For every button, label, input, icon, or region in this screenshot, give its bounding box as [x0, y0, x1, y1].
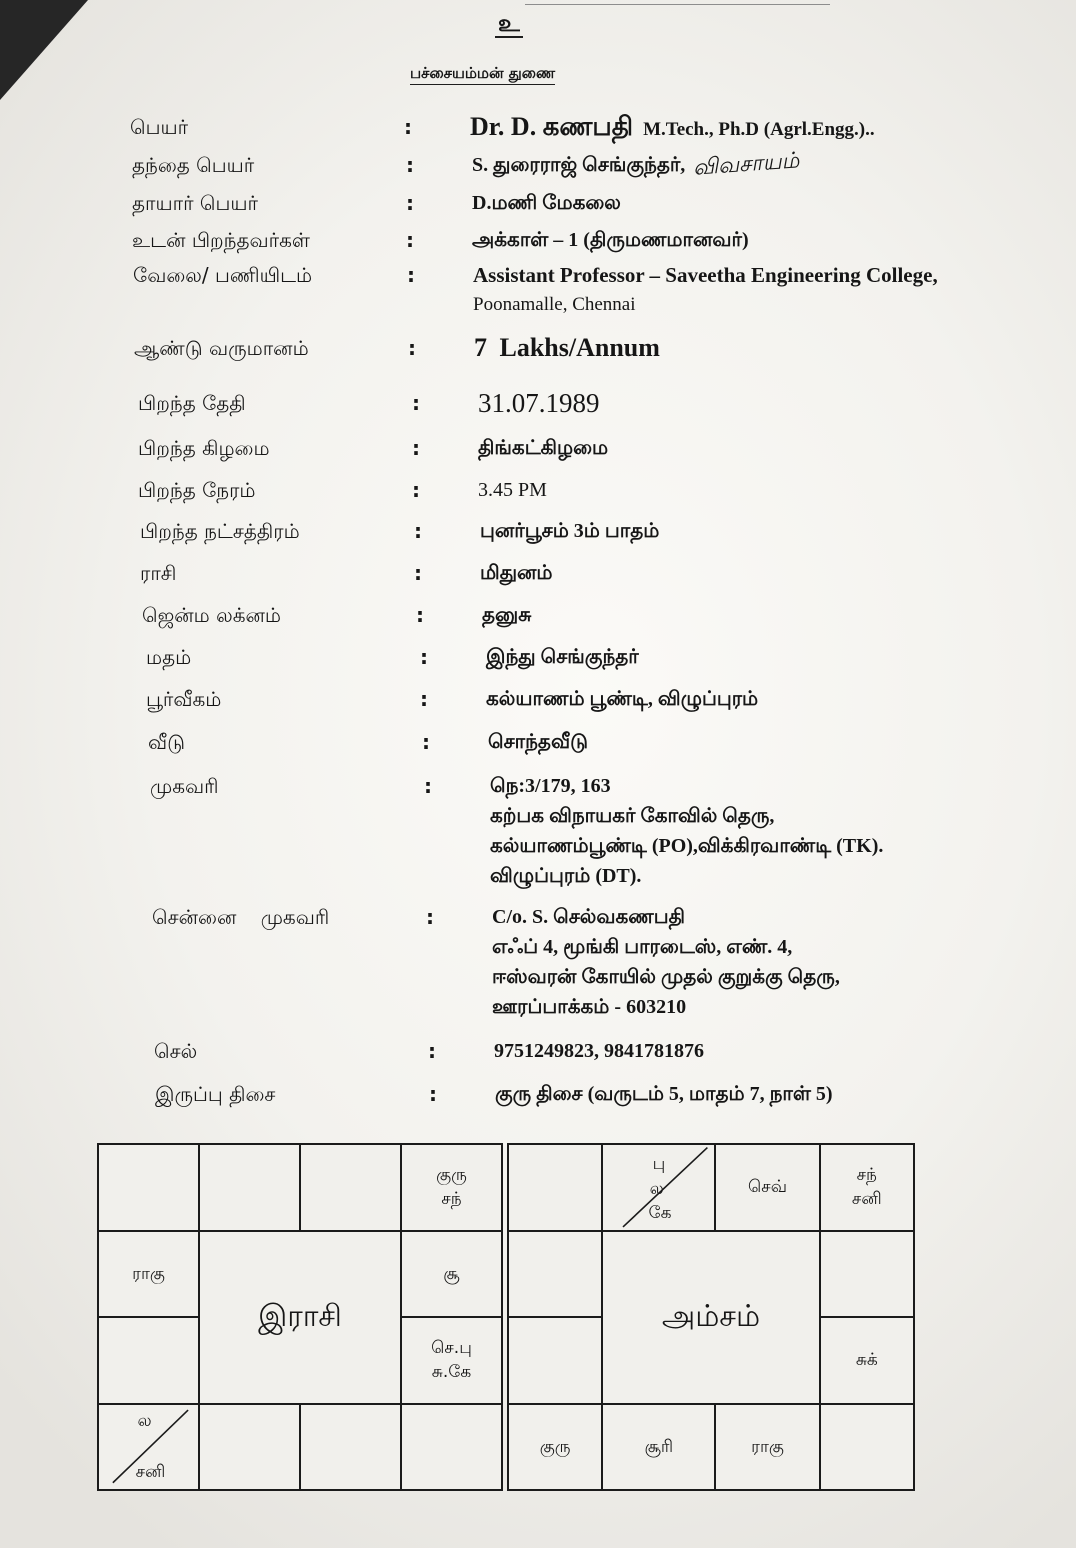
colon-separator: : [414, 519, 422, 543]
address-line: C/o. S. செல்வகணபதி [492, 906, 686, 928]
amsam-house-kumbam [509, 1232, 601, 1317]
address-line: நெ:3/179, 163 [490, 775, 611, 797]
birth-date-row [8, 388, 1048, 418]
planet-label: செ.பு [431, 1338, 472, 1359]
father-name-row [2, 150, 1042, 180]
dasa-balance-row [25, 1079, 1065, 1109]
field-label: இருப்பு திசை [155, 1082, 276, 1106]
address-line: கல்யாணம்பூண்டி (PO),விக்கிரவாண்டி (TK). [490, 835, 884, 857]
amsam-house-kanni [821, 1405, 913, 1490]
colon-separator: : [408, 336, 416, 360]
colon-separator: : [426, 905, 434, 929]
colon-separator: : [422, 730, 430, 754]
colon-separator: : [404, 115, 412, 139]
chart-title-text: இராசி [258, 1299, 342, 1334]
paper-edge [525, 4, 830, 5]
field-label: ஜென்ம லக்னம் [142, 603, 281, 627]
address-line: ஈஸ்வரன் கோயில் முதல் குறுக்கு தெரு, [492, 966, 840, 988]
address-value [490, 771, 883, 891]
colon-separator: : [412, 478, 420, 502]
field-label: பிறந்த கிழமை [138, 436, 270, 460]
amsam-house-mithunam [821, 1145, 913, 1230]
colon-separator: : [416, 603, 424, 627]
name-text: Dr. D. கணபதி [470, 112, 634, 141]
field-label: பிறந்த நட்சத்திரம் [140, 519, 300, 543]
colon-separator: : [406, 153, 414, 177]
amsam-house-mesham [603, 1145, 714, 1230]
house-value: சொந்தவீடு [488, 731, 588, 753]
birth-time-row [8, 475, 1048, 505]
planet-label: கே [648, 1202, 672, 1223]
field-label: வேலை/ பணியிடம் [133, 263, 313, 287]
rasi-house-katakam [402, 1232, 501, 1317]
birth-time-value: 3.45 PM [478, 479, 547, 501]
chennai-address-value [492, 902, 840, 1022]
field-label: சென்னை முகவரி [152, 905, 330, 929]
planet-label: சூரி [644, 1436, 674, 1457]
rasi-house-thulam [301, 1405, 400, 1490]
mother-name-value: D.மணி மேகலை [472, 192, 621, 214]
birth-star-value: புனர்பூசம் 3ம் பாதம் [480, 520, 660, 542]
amsam-house-makaram [509, 1318, 601, 1403]
mobile-value: 9751249823, 9841781876 [494, 1040, 704, 1062]
rasi-value: மிதுனம் [480, 562, 553, 584]
father-name-value [472, 150, 800, 180]
rasi-house-kumbam [99, 1232, 198, 1317]
birth-day-value: திங்கட்கிழமை [478, 437, 609, 459]
invocation-heading: பச்சையம்மன் துணை [410, 62, 555, 85]
religion-value: இந்து செங்குந்தர் [486, 646, 639, 668]
rasi-house-mithunam [402, 1145, 501, 1230]
rasi-house-viruchigam [200, 1405, 299, 1490]
colon-separator: : [428, 1039, 436, 1063]
colon-separator: : [414, 561, 422, 585]
colon-separator: : [420, 687, 428, 711]
siblings-row [2, 225, 1042, 255]
father-name-text: S. துரைராஜ் செங்குந்தர், [472, 154, 686, 176]
siblings-value: அக்காள் – 1 (திருமணமானவர்) [472, 229, 749, 251]
colon-separator: : [420, 645, 428, 669]
field-label: முகவரி [150, 774, 219, 798]
planet-label: சு.கே [431, 1362, 472, 1383]
field-label: உடன் பிறந்தவர்கள் [132, 228, 310, 252]
qualification-text: M.Tech., Ph.D (Agrl.Engg.).. [643, 119, 875, 140]
planet-label: சுக் [855, 1350, 878, 1371]
religion-row [16, 642, 1056, 672]
rasi-house-simham [402, 1318, 501, 1403]
pillaiyar-suzhi-symbol: உ [495, 10, 523, 38]
dasa-balance-value: குரு திசை (வருடம் 5, மாதம் 7, நாள் 5) [495, 1083, 833, 1105]
rasi-row [10, 558, 1050, 588]
address-line: எஃப் 4, மூங்கி பாரடைஸ், எண். 4, [492, 936, 793, 958]
colon-separator: : [406, 228, 414, 252]
planet-label: சனி [851, 1189, 882, 1210]
amsam-house-rishabam [716, 1145, 818, 1230]
annual-income-value: 7 Lakhs/Annum [474, 333, 660, 362]
amsam-house-dhanusu [509, 1405, 601, 1490]
field-label: மதம் [146, 645, 192, 669]
amsam-house-thulam [716, 1405, 818, 1490]
planet-label: ராகு [132, 1263, 165, 1284]
lagnam-value: தனுசு [482, 604, 532, 626]
colon-separator: : [412, 436, 420, 460]
planet-label: ல [649, 1178, 664, 1199]
handwritten-occupation-note: விவசாயம் [692, 148, 801, 181]
field-label: செல் [154, 1039, 198, 1063]
native-place-value: கல்யாணம் பூண்டி, விழுப்புரம் [486, 688, 759, 710]
field-label: வீடு [148, 730, 185, 754]
rasi-chart [97, 1143, 503, 1491]
amsam-house-viruchigam [603, 1405, 714, 1490]
rasi-chart-title [200, 1232, 400, 1403]
address-row [20, 771, 1060, 887]
occupation-row [3, 260, 1043, 315]
field-label: தாயார் பெயர் [132, 191, 258, 215]
field-label: பிறந்த தேதி [138, 391, 246, 415]
colon-separator: : [429, 1082, 437, 1106]
planet-label: சூ [443, 1263, 460, 1284]
annual-income-row [4, 333, 1044, 363]
rasi-house-meenam [99, 1145, 198, 1230]
field-label: ஆண்டு வருமானம் [134, 336, 309, 360]
field-label: தந்தை பெயர் [132, 153, 255, 177]
colon-separator: : [407, 263, 415, 287]
birth-date-value: 31.07.1989 [478, 388, 600, 418]
planet-label: சனி [135, 1462, 166, 1483]
name-row [0, 112, 1040, 142]
amsam-house-meenam [509, 1145, 601, 1230]
birth-day-row [8, 433, 1048, 463]
rasi-house-dhanusu [99, 1405, 198, 1490]
amsam-house-katakam [821, 1232, 913, 1317]
field-label: பூர்வீகம் [146, 687, 222, 711]
colon-separator: : [424, 774, 432, 798]
mobile-row [24, 1036, 1064, 1066]
amsam-chart [507, 1143, 915, 1491]
occupation-line: Poonamalle, Chennai [473, 294, 636, 315]
native-place-row [16, 684, 1056, 714]
planet-label: செவ் [748, 1177, 787, 1198]
chart-title-text: அம்சம் [661, 1299, 761, 1334]
address-line: ஊரப்பாக்கம் - 603210 [492, 996, 687, 1018]
planet-label: பு [652, 1153, 666, 1174]
field-label: ராசி [140, 561, 177, 585]
occupation-line: Assistant Professor – Saveetha Engineering College, [473, 263, 938, 287]
mother-name-row [2, 188, 1042, 218]
planet-label: சந் [441, 1189, 462, 1210]
house-row [18, 727, 1058, 757]
field-label: பெயர் [130, 115, 189, 139]
address-line: விழுப்புரம் (DT). [490, 865, 642, 887]
planet-label: ராகு [751, 1436, 784, 1457]
address-line: கற்பக விநாயகர் கோவில் தெரு, [490, 805, 775, 827]
planet-label: சந் [856, 1165, 877, 1186]
planet-label: குரு [539, 1436, 571, 1457]
planet-label: குரு [436, 1165, 467, 1186]
birth-star-row [10, 516, 1050, 546]
rasi-house-mesham [200, 1145, 299, 1230]
occupation-value [473, 260, 938, 320]
planet-label: ல [137, 1411, 152, 1432]
colon-separator: : [406, 191, 414, 215]
name-value [470, 112, 875, 145]
rasi-house-kanni [402, 1405, 501, 1490]
colon-separator: : [412, 391, 420, 415]
amsam-house-simham [821, 1318, 913, 1403]
rasi-house-rishabam [301, 1145, 400, 1230]
field-label: பிறந்த நேரம் [138, 478, 256, 502]
rasi-house-makaram [99, 1318, 198, 1403]
lagnam-row [12, 600, 1052, 630]
amsam-chart-title [603, 1232, 818, 1403]
chennai-address-row [22, 902, 1062, 1018]
